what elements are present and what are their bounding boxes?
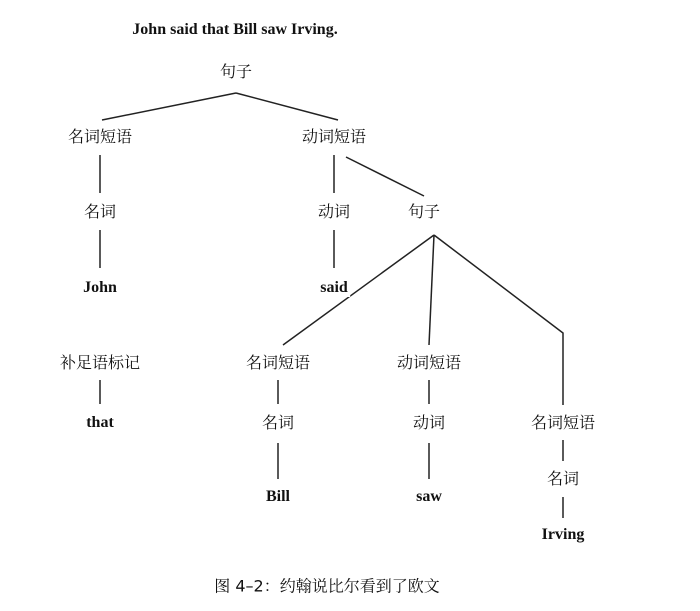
- figure-caption: 图 4–2：约翰说比尔看到了欧文: [214, 576, 440, 596]
- leaf-irving: Irving: [541, 526, 585, 543]
- node-noun-2: 名词: [261, 413, 295, 432]
- node-noun-3: 名词: [546, 469, 580, 488]
- node-noun-phrase-2: 名词短语: [245, 353, 311, 372]
- node-verb-phrase-2: 动词短语: [396, 353, 462, 372]
- node-complementizer: 补足语标记: [59, 353, 141, 372]
- edge-s-np1: [102, 93, 236, 120]
- leaf-john: John: [83, 279, 117, 296]
- node-noun-phrase-1: 名词短语: [67, 127, 133, 146]
- node-verb-1: 动词: [317, 202, 351, 221]
- node-noun-1: 名词: [83, 202, 117, 221]
- node-noun-phrase-3: 名词短语: [530, 413, 596, 432]
- node-verb-2: 动词: [412, 413, 446, 432]
- node-sentence-embedded: 句子: [407, 202, 441, 221]
- edge-s2-np2: [283, 235, 434, 345]
- leaf-that: that: [86, 414, 114, 431]
- node-sentence-root: 句子: [219, 62, 253, 81]
- edge-s2-np3: [434, 235, 563, 405]
- leaf-bill: Bill: [265, 488, 291, 505]
- example-sentence: John said that Bill saw Irving.: [132, 21, 338, 38]
- edge-s2-vp2: [429, 235, 434, 345]
- leaf-saw: saw: [416, 488, 442, 505]
- edge-s-vp1: [236, 93, 338, 120]
- node-verb-phrase-1: 动词短语: [301, 127, 367, 146]
- leaf-said: said: [320, 279, 348, 296]
- edge-vp1-s2: [346, 157, 424, 196]
